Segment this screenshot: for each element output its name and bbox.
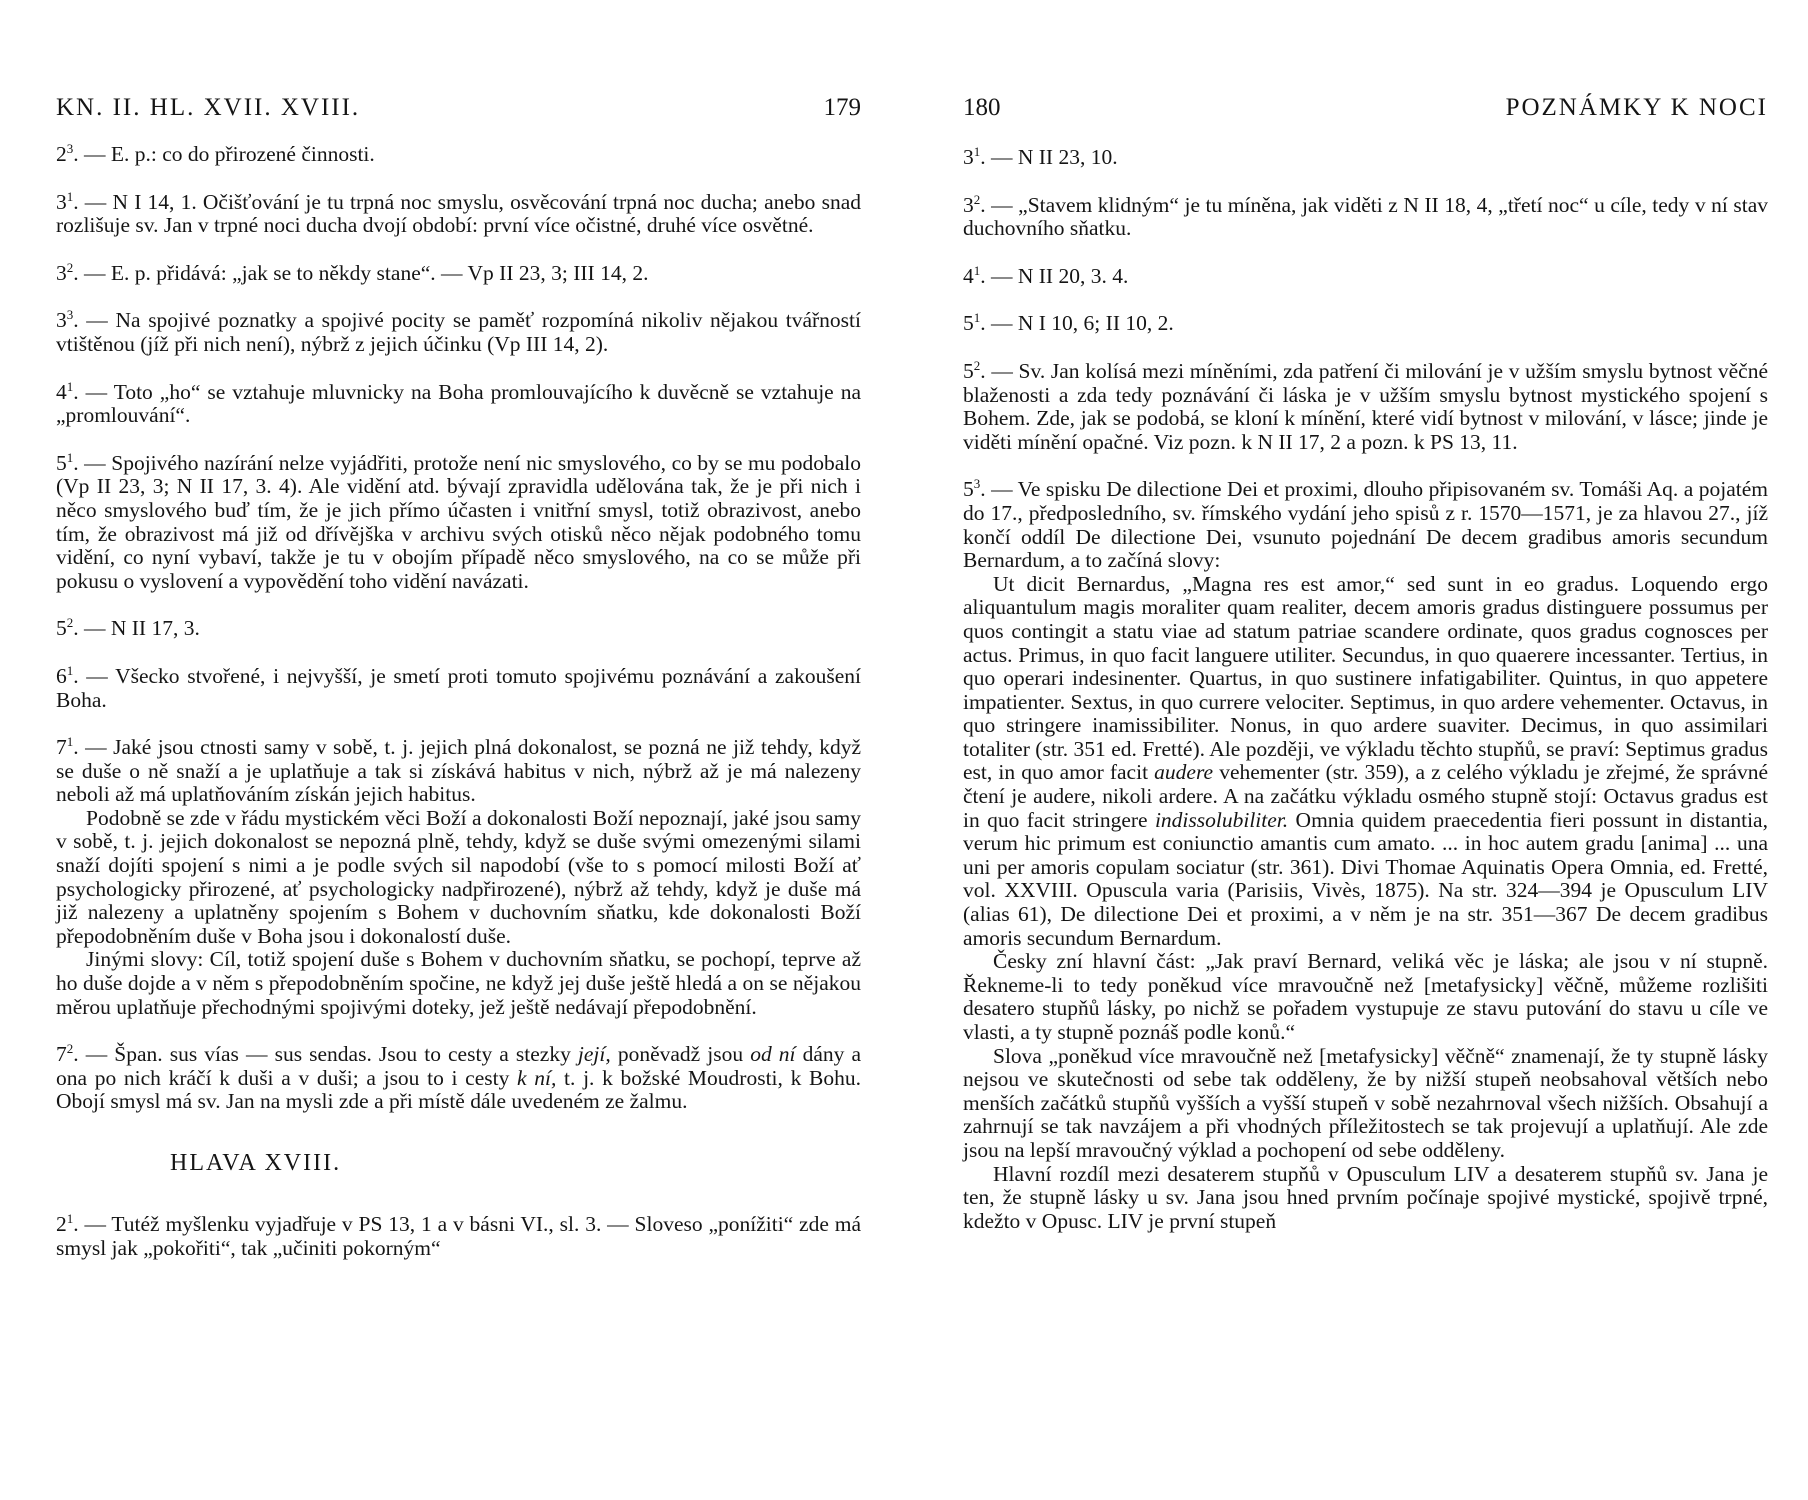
note: $3^2$. — „Stavem klidným“ je tu míněna, jak viděti z N II 18, 4, „třetí noc“ u cíle, tedy v ní stav duchovního sňatku. bbox=[963, 191, 1768, 241]
right-notes bbox=[963, 143, 1769, 1233]
right-running-title: POZNÁMKY K NOCI bbox=[1505, 94, 1768, 121]
right-running-head bbox=[963, 94, 1768, 128]
note-7-1 bbox=[56, 733, 861, 1019]
note: $7^1$. — Jaké jsou ctnosti samy v sobě, t. j. jejich plná dokonalost, se pozná ne již tehdy, když se duše o ně snaží a je uplatňuje a tak si získává habitus v nich, nýbrž až je má nalezeny neboli až má uplatňováním získán jejich habitus. bbox=[56, 733, 861, 807]
note: $2^3$. — E. p.: co do přirozené činnosti. bbox=[56, 140, 375, 166]
note: $3^1$. — N II 23, 10. bbox=[963, 143, 1118, 169]
note: $5^3$. — Ve spisku De dilectione Dei et proximi, dlouho připisovaném sv. Tomáši Aq. a pojatém do 17., předposledního, sv. římského vydání jeho spisů z r. 1570—1571, je za hlavou 27., jíž končí oddíl De dilectione Dei, vsunuto pojednání De decem gradibus amoris secundum Bernardum, a to začíná slovy: bbox=[963, 476, 1768, 573]
note-5-3 bbox=[963, 478, 1768, 1233]
right-page-number: 180 bbox=[963, 94, 1001, 121]
note: $3^2$. — E. p. přidává: „jak se to někdy stane“. — Vp II 23, 3; III 14, 2. bbox=[56, 259, 649, 285]
note-paragraph: Podobně se zde v řádu mystickém věci Boží a dokonalosti Boží nepoznají, jaké jsou samy v sobě, t. j. jejich dokonalost se nepozná plně, tehdy, když se duše svými omezenými silami snaží dojíti spojení s nimi a je podle svých sil napodobí (vše to s pomocí milosti Boží ať psychologicky přirozené, ať psychologicky nadpřirozené), nýbrž až tehdy, když je duše má již nalezeny a uplatněny spojením s Bohem v duchovním sňatku, kde dokonalosti Boží přepodobněním duše v Boha jsou i dokonalostí duše. bbox=[56, 805, 861, 948]
note-paragraph: Jinými slovy: Cíl, totiž spojení duše s Bohem v duchovním sňatku, se pochopí, teprve až ho duše dojde a v něm s přepodobněním spočine, ne když jej duše ještě hledá a on se nějakou měrou uplatňuje přechodnými spojivými doteky, jež ještě nedávají přepodobnění. bbox=[56, 947, 861, 1019]
left-running-head bbox=[56, 94, 861, 128]
latin-quotation: Ut dicit Bernardus, „Magna res est amor,“ sed sunt in eo gradus. Loquendo ergo aliquantulum magis moraliter quam realiter, decem amoris gradus distinguere possumus per quos contingit a statu viae ad statum patriae scandere ordinate, quos gradus cognosces per actus. Primus, in quo facit languere utiliter. Secundus, in quo quaerere incessanter. Tertius, in quo operari indesinenter. Quartus, in quo sustinere infatigabiliter. Quintus, in quo appetere impatienter. Sextus, in quo currere velociter. Septimus, in quo ardere vehementer. Octavus, in quo stringere inamissibiliter. Nonus, in quo ardere suaviter. Decimus, in quo assimilari totaliter (str. 351 ed. Fretté). Ale později, ve výkladu těchto stupňů, se praví: Septimus gradus est, in quo amor facit audere vehementer (str. 359), a z celého výkladu je zřejmé, že správné čtení je audere, nikoli ardere. A na začátku výkladu osmého stupně stojí: Octavus gradus est in quo facit stringere indissolubiliter. Omnia quidem praecedentia fieri possunt in distantia, verum hic primum est coniunctio amantis cum amato. ... in hoc autem gradu [anima] ... una uni per amoris copulam sociatur (str. 361). Divi Thomae Aquinatis Opera Omnia, ed. Fretté, vol. XXVIII. Opuscula varia (Parisiis, Vivès, 1875). Na str. 324—394 je Opusculum LIV (alias 61), De dilectione Dei et proximi, a v něm je na str. 351—367 De decem gradibus amoris secundum Bernardum. bbox=[963, 571, 1769, 950]
note: $4^1$. — Toto „ho“ se vztahuje mluvnicky na Boha promlouvajícího k duvěcně se vztahuje na „promlouvání“. bbox=[56, 378, 861, 428]
note: $5^2$. — N II 17, 3. bbox=[56, 615, 200, 641]
left-notes bbox=[56, 140, 862, 1284]
note: $5^2$. — Sv. Jan kolísá mezi míněními, zda patření či milování je v užším smyslu bytnost věčné blaženosti a zda tedy poznávání či láska je v užším smyslu bytnost mystického spojení s Bohem. Zde, jak se podobá, se kloní k mínění, které vidí bytnost v milování, v lásce; jinde je viděti mínění opačné. Viz pozn. k N II 17, 2 a pozn. k PS 13, 11. bbox=[963, 357, 1768, 454]
note-paragraph: Hlavní rozdíl mezi desaterem stupňů v Opusculum LIV a desaterem stupňů sv. Jana je ten, že stupně lásky u sv. Jana jsou hned prvním počínaje spojivé mystické, spojivě trpné, kdežto v Opusc. LIV je první stupeň bbox=[963, 1161, 1768, 1233]
note: $4^1$. — N II 20, 3. 4. bbox=[963, 262, 1129, 288]
note: $3^1$. — N I 14, 1. Očišťování je tu trpná noc smyslu, osvěcování trpná noc ducha; anebo snad rozlišuje sv. Jan v trpné noci ducha dvojí období: první více očistné, druhé více osvětné. bbox=[56, 188, 861, 238]
chapter-title: HLAVA XVIII. bbox=[170, 1150, 342, 1176]
note: $6^1$. — Všecko stvořené, i nejvyšší, je smetí proti tomuto spojivému poznávání a zakoušení Boha. bbox=[56, 662, 861, 712]
note-paragraph: Česky zní hlavní část: „Jak praví Bernard, veliká věc je láska; ale jsou v ní stupně. Řekneme-li to tedy poněkud více mravoučně než [metafysicky] věčně, můžeme rozlišiti desatero stupňů lásky, po nichž se pořadem vystupuje ze stavu putování do stavu u cíle ve vlasti, a ty stupně poznáš podle konů.“ bbox=[963, 949, 1768, 1044]
note: $5^1$. — N I 10, 6; II 10, 2. bbox=[963, 310, 1174, 336]
left-page-number: 179 bbox=[823, 94, 861, 121]
note: $3^3$. — Na spojivé poznatky a spojivé pocity se paměť rozpomíná nikoliv nějakou tvářností vtištěnou (jíž při nich není), nýbrž z jejich účinku (Vp III 14, 2). bbox=[56, 307, 861, 356]
note-7-2: $7^2$. — Špan. sus vías — sus sendas. Jsou to cesty a stezky její, poněvadž jsou od ní dány a ona po nich kráčí k duši a v duši; a jsou to i cesty k ní, t. j. k božské Moudrosti, k Bohu. Obojí smysl má sv. Jan na mysli zde a při místě dále uvedeném ze žalmu. bbox=[56, 1041, 862, 1114]
note: $5^1$. — Spojivého nazírání nelze vyjádřiti, protože není nic smyslového, co by se mu podobalo (Vp II 23, 3; N II 17, 3. 4). Ale vidění atd. bývají zpravidla udělována tak, že je při nich i něco smyslového buď tím, že je jich přímo účasten i vnitřní smysl, totiž obrazivost, anebo tím, že obrazivost má již od dřívějška v archivu svých otisků něco nějak podobného tomu vidění, co nyní vybaví, takže je tu v obojím případě něco smyslového, na co se může při pokusu o vyslovení a vypovědění toho vidění navázati. bbox=[56, 449, 861, 593]
note-paragraph: Slova „poněkud více mravoučně než [metafysicky] věčně“ znamenají, že ty stupně lásky nejsou ve skutečnosti od sebe tak odděleny, že by nižší stupeň neobsahoval větších nebo menších začátků stupňů vyšších a vyšší stupeň v sobě nezahrnoval všech nižších. Obsahují a zahrnují se tak navzájem a při vhodných příležitostech se tak projevují a uplatňují. Ale zde jsou na lepší mravoučný výklad a pochopení od sebe odděleny. bbox=[963, 1043, 1768, 1162]
note: $2^1$. — Tutéž myšlenku vyjadřuje v PS 13, 1 a v básni VI., sl. 3. — Sloveso „ponížiti“ zde má smysl jak „pokořiti“, tak „učiniti pokorným“ bbox=[56, 1210, 861, 1260]
left-running-title: KN. II. HL. XVII. XVIII. bbox=[56, 94, 361, 121]
